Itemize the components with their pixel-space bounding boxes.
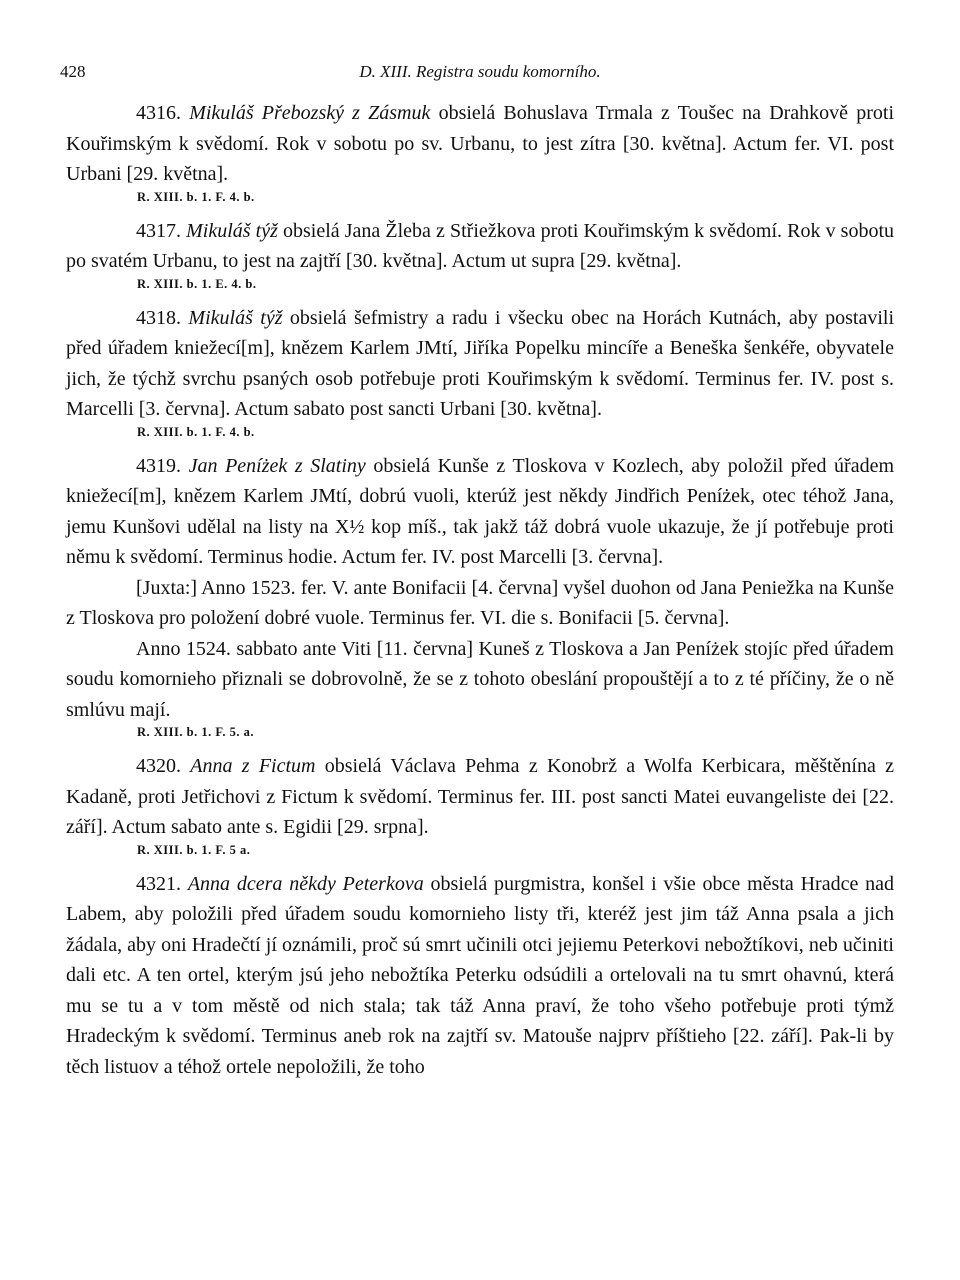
entry-4321 [66,869,894,1083]
entry-party-name: Anna z Fictum [190,755,316,777]
page-header [60,56,894,92]
entry-party-name: Jan Peníżek z Slatiny [188,454,366,477]
supplementary-note: Anno 1524. sabbato ante Viti [11. června] Kuneš z Tloskova a Jan Peníżek stojíc před úřadem soudu komornieho přiznali se dobrovolně, že se z tohoto obeslání propouštějí a to z té příčiny, že o ně smlúvu mají. [66,637,894,721]
entry-party-name: Mikuláš Přebozský z Zásmuk [189,102,431,124]
supplementary-note: [Juxta:] Anno 1523. fer. V. ante Bonifacii [4. června] vyšel duohon od Jana Peniežka na Kunše z Tloskova pro položení dobré vuole. Terminus fer. VI. die s. Bonifacii [5. června]. [66,576,894,629]
entry-text: obsielá Jana Žleba z Střiežkova proti Kouřimským k svědomí. Rok v sobotu po svatém Urbanu, to jest na zajtří [30. května]. Actum ut supra [29. května]. [66,219,895,272]
document-page [60,56,895,1082]
entry-party-name: Mikuláš týž [186,219,278,242]
entry-4320 [66,751,894,859]
archive-reference: R. XIII. b. 1. F. 5 a. [137,842,251,857]
entry-party-name: Mikuláš týž [188,306,283,329]
entry-4319 [66,451,894,742]
entry-text: obsielá Kunše z Tloskova v Kozlech, aby položil před úřadem kniežecí[m], knězem Karlem JMtí, dobrú vuoli, kterúž jest někdy Jindřich Peníżek, otec téhož Jana, jemu Kunšovi udělal na listy na X½ kop míš., tak jakž táž dobrá vuole ukazuje, že jí potřebuje proti němu k svědomí. Terminus hodie. Actum fer. IV. post Marcelli [3. června]. [66,454,895,568]
entry-text: obsielá šefmistry a radu i všecku obec na Horách Kutnách, aby postavili před úřadem kniežecí[m], knězem Karlem JMtí, Jiříka Popelku mincíře a Beneška šenkéře, obyvatele jich, že týchž svrchu psaných osob potřebuje proti Kouřimským k svědomí. Terminus fer. IV. post s. Marcelli [3. června]. Actum sabato post sancti Urbani [30. května]. [66,306,894,420]
entry-4318 [66,303,894,441]
entry-number: 4319. [136,454,181,477]
entry-text: obsielá Bohuslava Trmala z Toušec na Drahkově proti Kouřimským k svědomí. Rok v sobotu po sv. Urbanu, to jest zítra [30. května]. Actum fer. VI. post Urbani [29. května]. [66,102,895,185]
entry-paragraph [66,303,894,425]
page-number: 428 [60,62,86,81]
entry-paragraph [66,869,894,1083]
entry-number: 4321. [136,872,181,895]
entry-number: 4318. [136,306,181,329]
entry-paragraph [66,216,894,277]
entry-paragraph [66,451,894,573]
archive-reference: R. XIII. b. 1. E. 4. b. [137,276,257,291]
entry-paragraph [66,751,894,843]
entry-text: obsielá purgmistra, konšel i všie obce města Hradce nad Labem, aby položili před úřadem soudu komornieho listy tři, kteréž jest jim táž Anna psala a jich žádala, aby oni Hradečtí jí oznámili, proč sú smrt učinili otci jejiemu Peterkovi nebožtíkovi, neb učiniti dali etc. A ten ortel, kterým jsú jeho nebožtíka Peterku odsúdili a ortelovali na tu smrt ohavnú, která mu se tu a v tom městě od nich stala; tak táž Anna praví, že toho všeho potřebuje proti týmž Hradeckým k svědomí. Terminus aneb rok na zajtří sv. Matouše najprv příštieho [22. září]. Pak-li by těch listuov a téhož ortele nepoložili, že toho [66,872,895,1078]
entry-number: 4320. [136,755,181,777]
entry-party-name: Anna dcera někdy Peterkova [187,872,424,895]
archive-reference: R. XIII. b. 1. F. 4. b. [137,424,255,439]
archive-reference: R. XIII. b. 1. F. 5. a. [137,725,254,739]
entry-number: 4316. [136,102,181,124]
running-title: D. XIII. Registra soudu komorního. [359,62,601,81]
entry-paragraph [66,98,894,190]
entry-4316 [66,98,894,206]
entry-number: 4317. [136,219,181,242]
archive-reference: R. XIII. b. 1. F. 4. b. [137,189,255,204]
entry-text: obsielá Václava Pehma z Konobrž a Wolfa Kerbicara, měštěnína z Kadaně, proti Jetřichovi z Fictum k svědomí. Terminus fer. III. post sancti Matei euvangeliste dei [22. září]. Actum sabato ante s. Egidii [29. srpna]. [66,755,894,838]
entry-4317 [66,216,894,293]
